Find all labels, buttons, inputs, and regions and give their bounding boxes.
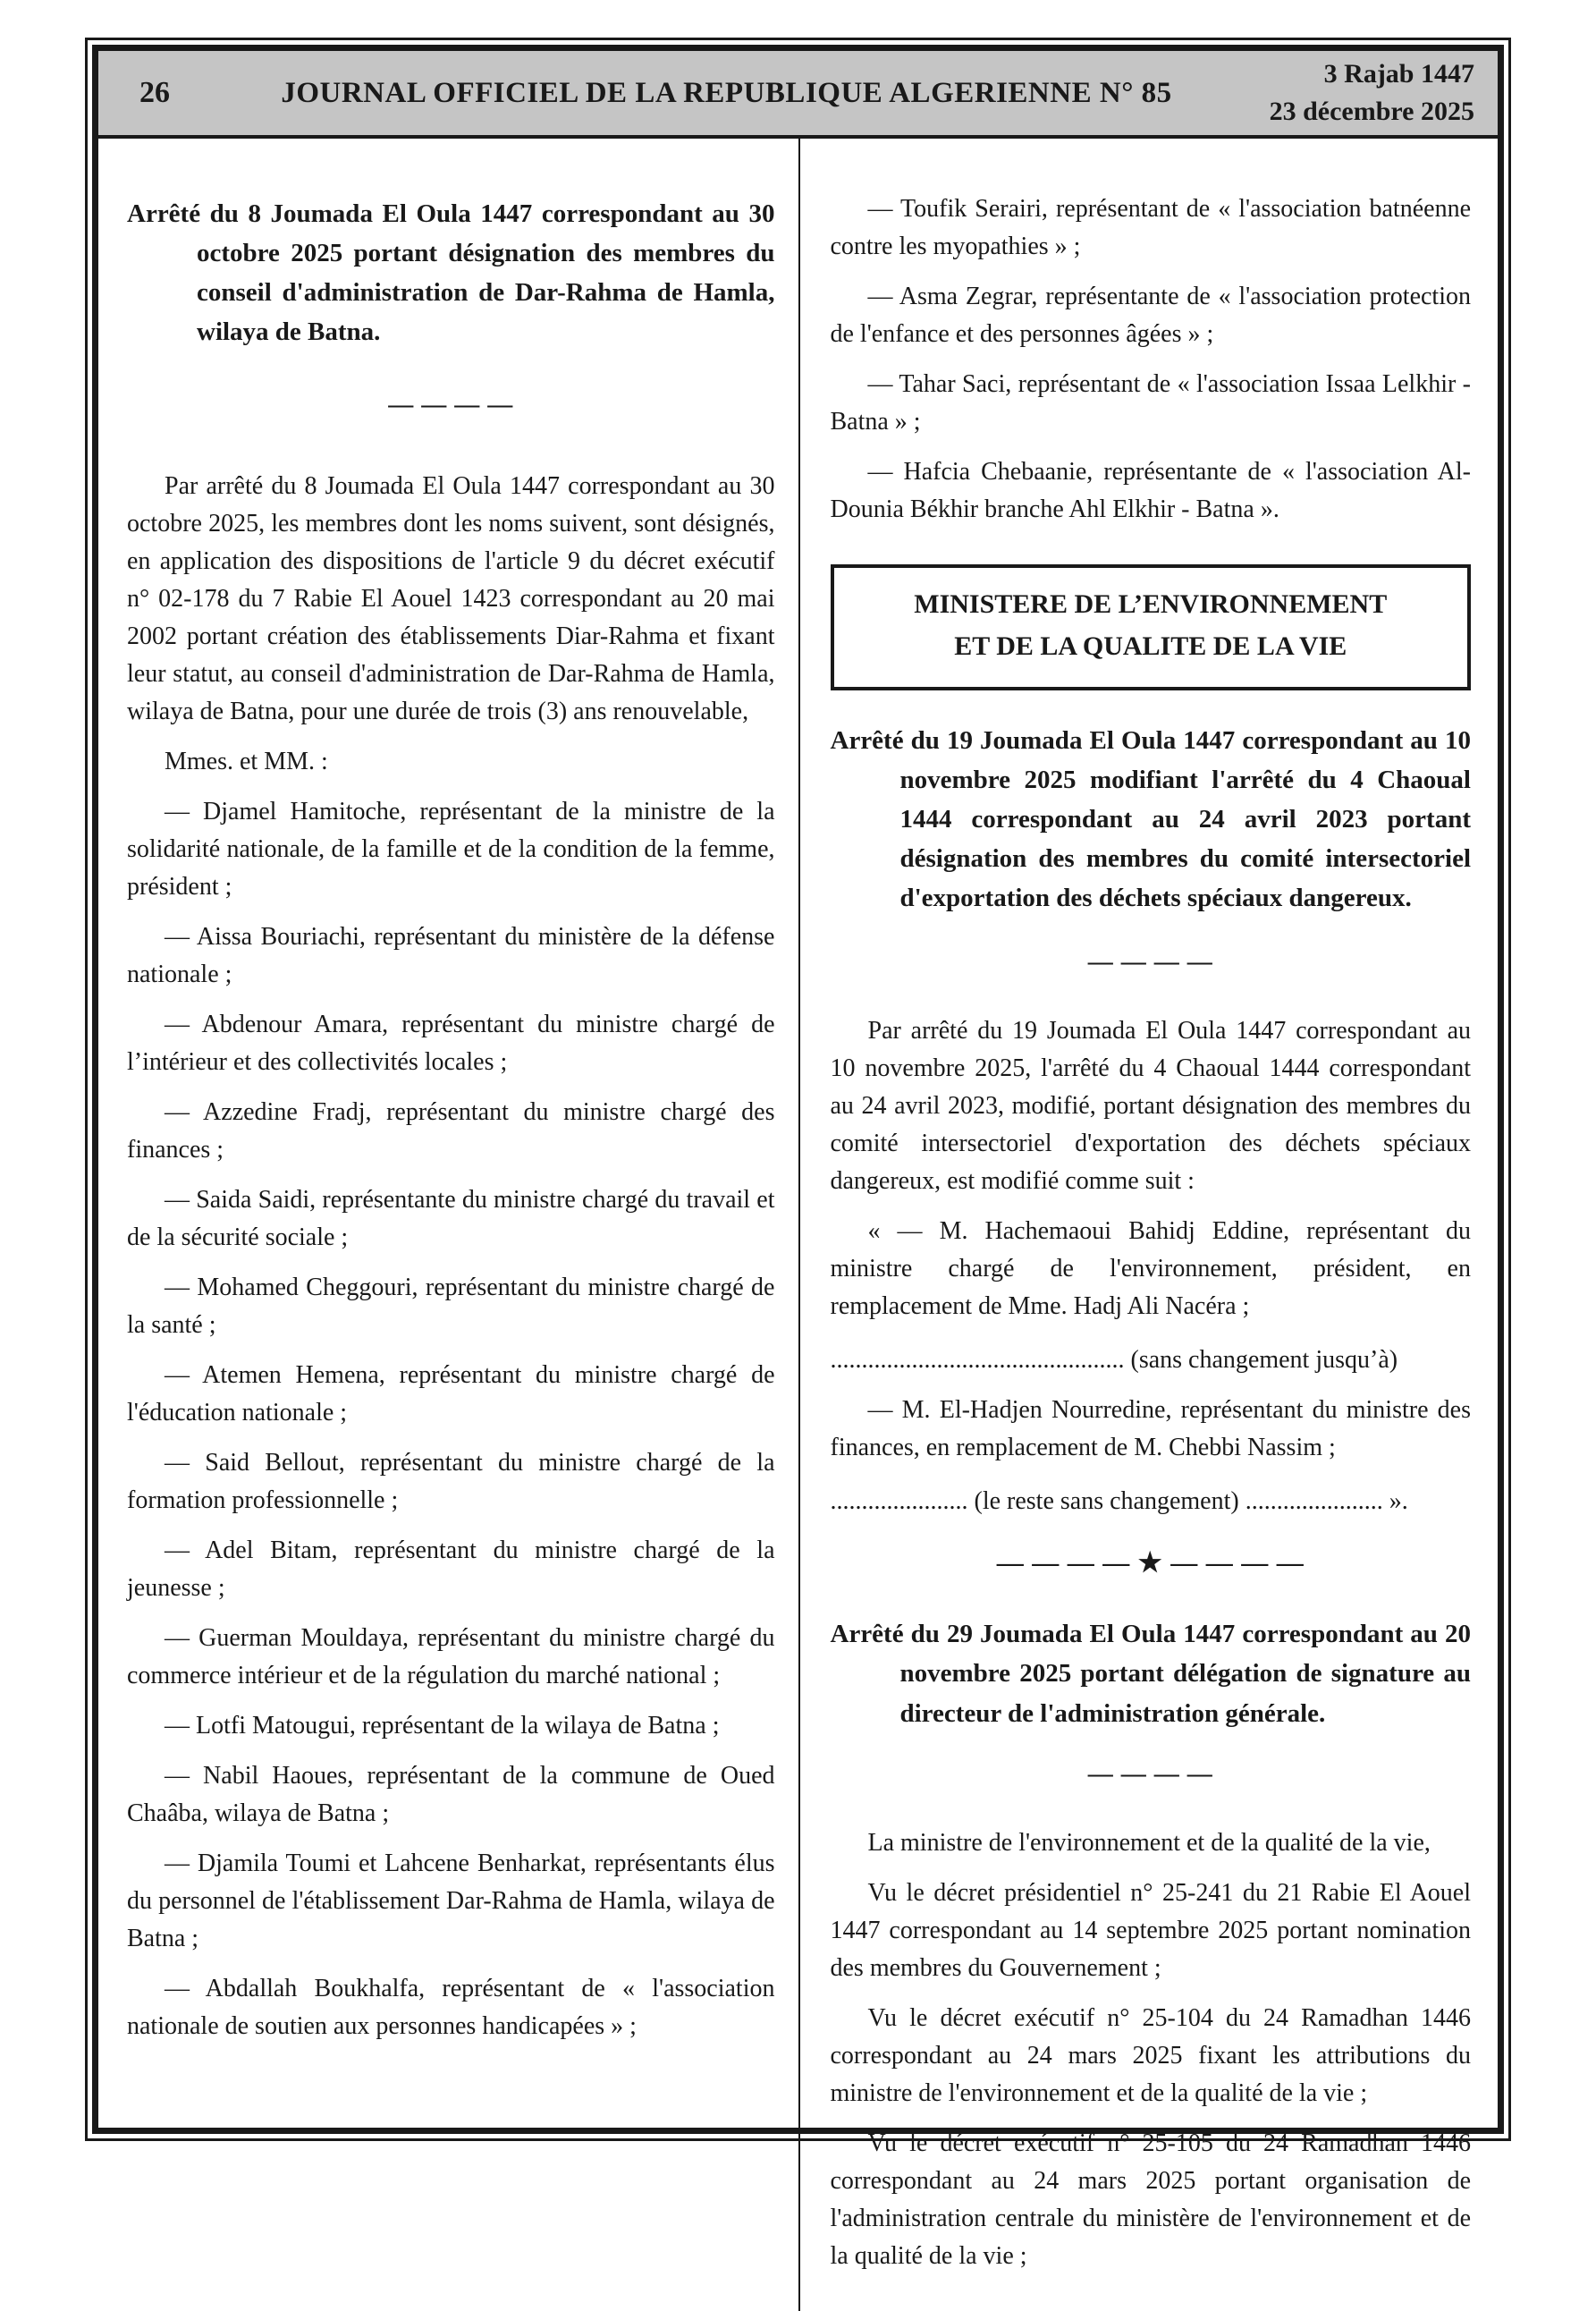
- page-header-banner: [98, 51, 1498, 139]
- salutation: Mmes. et MM. :: [165, 748, 328, 776]
- member-item: — Azzedine Fradj, représentant du ministre chargé des finances ;: [127, 1098, 775, 1164]
- two-column-layout: [98, 139, 1498, 2311]
- page-frame: [85, 38, 1511, 2270]
- visa-paragraph: Vu le décret présidentiel n° 25-241 du 21 Rabie El Aouel 1447 correspondant au 14 septembre 2025 portant nomination des membres du Gouvernement ;: [830, 1878, 1471, 1982]
- arrete-3-opening: La ministre de l'environnement et de la qualité de la vie,: [867, 1828, 1431, 1857]
- member-item: — Said Bellout, représentant du ministre chargé de la formation professionnelle ;: [127, 1449, 775, 1515]
- member-item: — Adel Bitam, représentant du ministre chargé de la jeunesse ;: [127, 1536, 775, 1603]
- left-column: [98, 139, 798, 2311]
- arrete-1-intro: Par arrêté du 8 Joumada El Oula 1447 correspondant au 30 octobre 2025, les membres dont les noms suivent, sont désignés, en application des dispositions de l'article 9 du décret exécutif n° 02-178 du 7 Rabie El Aouel 1423 correspondant au 20 mai 2002 portant création des établissements Diar-Rahma et fixant leur statut, au conseil d'administration de Dar-Rahma de Hamla, wilaya de Batna, pour une durée de trois (3) ans renouvelable,: [127, 472, 775, 726]
- arrete-2-heading: Arrêté du 19 Joumada El Oula 1447 correspondant au 10 novembre 2025 modifiant l'arrêté du 4 Chaoual 1444 correspondant au 24 avril 2023 portant désignation des membres du comité intersectoriel d'exportation des déchets spéciaux dangereux.: [830, 726, 1471, 913]
- member-item: — Abdenour Amara, représentant du ministre chargé de l’intérieur et des collectivités locales ;: [127, 1011, 775, 1077]
- member-item: — Abdallah Boukhalfa, représentant de « l'association nationale de soutien aux personnes handicapées » ;: [127, 1975, 775, 2041]
- member-item: — Toufik Serairi, représentant de « l'association batnéenne contre les myopathies » ;: [830, 195, 1471, 260]
- visa-paragraph: Vu le décret exécutif n° 25-105 du 24 Ramadhan 1446 correspondant au 24 mars 2025 portant organisation de l'administration centrale du ministère de l'environnement et de la qualité de la vie ;: [830, 2129, 1471, 2270]
- member-item: — Atemen Hemena, représentant du ministre chargé de l'éducation nationale ;: [127, 1361, 775, 1427]
- page-frame-inner: [92, 45, 1504, 2270]
- arrete-2-intro: Par arrêté du 19 Joumada El Oula 1447 correspondant au 10 novembre 2025, l'arrêté du 4 Chaoual 1444 correspondant au 24 avril 2023, modifié, portant désignation des membres du comité intersectoriel d'exportation des déchets spéciaux dangereux, est modifié comme suit :: [830, 1017, 1471, 1196]
- member-item: — Guerman Mouldaya, représentant du ministre chargé du commerce intérieur et de la régulation du marché national ;: [127, 1624, 775, 1690]
- page-number: 26: [139, 76, 170, 109]
- member-item: — Lotfi Matougui, représentant de la wilaya de Batna ;: [165, 1712, 720, 1740]
- member-item: — Hafcia Chebaanie, représentante de « l'association Al-Dounia Békhir branche Ahl Elkhir - Batna ».: [830, 458, 1471, 523]
- modification-item: — M. El-Hadjen Nourredine, représentant du ministre des finances, en remplacement de M. Chebbi Nassim ;: [830, 1396, 1471, 1462]
- dash-separator: — — — —: [1087, 1759, 1213, 1788]
- journal-title: JOURNAL OFFICIEL DE LA REPUBLIQUE ALGERIENNE N° 85: [281, 76, 1172, 109]
- star-separator: — — — — ★ — — — —: [996, 1548, 1305, 1579]
- member-item: — Nabil Haoues, représentant de la commune de Oued Chaâba, wilaya de Batna ;: [127, 1762, 775, 1828]
- visa-paragraph: Vu le décret exécutif n° 25-104 du 24 Ramadhan 1446 correspondant au 24 mars 2025 fixant les attributions du ministre de l'environnement et de la qualité de la vie ;: [830, 2003, 1471, 2107]
- header-dates: [1220, 55, 1498, 131]
- member-item: — Saida Saidi, représentante du ministre chargé du travail et de la sécurité sociale ;: [127, 1186, 775, 1252]
- member-item: — Djamel Hamitoche, représentant de la ministre de la solidarité nationale, de la famille et de la condition de la femme, président ;: [127, 798, 775, 902]
- member-item: — Tahar Saci, représentant de « l'association Issaa Lelkhir - Batna » ;: [830, 370, 1471, 436]
- right-column: [798, 139, 1499, 2311]
- member-item: — Mohamed Cheggouri, représentant du ministre chargé de la santé ;: [127, 1274, 775, 1340]
- date-gregorian: 23 décembre 2025: [1269, 97, 1474, 126]
- arrete-3-heading: Arrêté du 29 Joumada El Oula 1447 correspondant au 20 novembre 2025 portant délégation de signature au directeur de l'administration générale.: [830, 1620, 1471, 1728]
- closing-dots-line: ...................... (le reste sans changement) ...................... ».: [830, 1487, 1408, 1516]
- modification-item: « — M. Hachemaoui Bahidj Eddine, représentant du ministre chargé de l'environnement, président, en remplacement de Mme. Hadj Ali Nacéra ;: [830, 1217, 1471, 1321]
- ministry-name-line-1: MINISTERE DE L’ENVIRONNEMENT: [914, 589, 1388, 619]
- unchanged-dots-line: ............................................... (sans changement jusqu’à): [830, 1346, 1398, 1375]
- dash-separator: — — — —: [1087, 948, 1213, 977]
- date-hijri: 3 Rajab 1447: [1323, 59, 1474, 89]
- member-item: — Asma Zegrar, représentante de « l'association protection de l'enfance et des personnes âgées » ;: [830, 283, 1471, 348]
- member-item: — Djamila Toumi et Lahcene Benharkat, représentants élus du personnel de l'établissement Dar-Rahma de Hamla, wilaya de Batna ;: [127, 1850, 775, 1953]
- arrete-1-heading: Arrêté du 8 Joumada El Oula 1447 correspondant au 30 octobre 2025 portant désignation des membres du conseil d'administration de Dar-Rahma de Hamla, wilaya de Batna.: [127, 199, 775, 347]
- ministry-heading-box: [831, 564, 1472, 690]
- ministry-name-line-2: ET DE LA QUALITE DE LA VIE: [954, 631, 1347, 661]
- member-item: — Aissa Bouriachi, représentant du ministère de la défense nationale ;: [127, 923, 775, 989]
- dash-separator: — — — —: [388, 391, 514, 419]
